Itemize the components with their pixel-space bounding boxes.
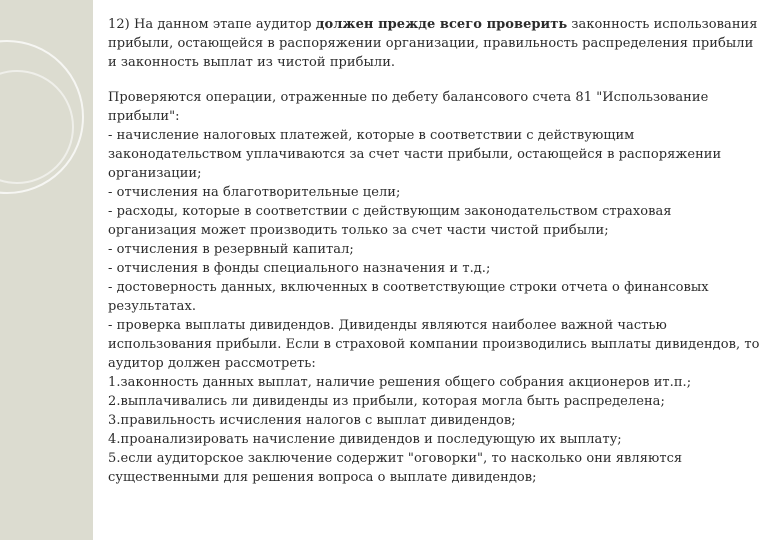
operations-paragraph [108,88,763,487]
intro-bold: должен прежде всего проверить [315,17,568,32]
decorative-side-band [0,0,93,540]
numbered-item: 3.правильность исчисления налогов с выплат дивидендов; [108,413,516,428]
numbered-item: 5.если аудиторское заключение содержит "оговорки", то насколько они являются существенными для решения вопроса о выплате дивидендов; [108,451,683,485]
intro-lead: 12) На данном этапе аудитор [108,17,316,32]
numbered-item: 1.законность данных выплат, наличие решения общего собрания акционеров ит.п.; [108,375,692,390]
list-item: - достоверность данных, включенных в соответствующие строки отчета о финансовых результатах. [108,280,709,314]
numbered-item: 4.проанализировать начисление дивидендов и последующую их выплату; [108,432,622,447]
list-item: - отчисления в резервный капитал; [108,242,354,257]
list-item: - отчисления в фонды специального назначения и т.д.; [108,261,491,276]
intro-paragraph [108,15,763,72]
list-item: - расходы, которые в соответствии с действующим законодательством страховая организация может производить только за счет части чистой прибыли; [108,204,672,238]
intro-rest: законность использования прибыли, остающейся в распоряжении организации, правильность распределения прибыли и законность выплат из чистой прибыли. [108,17,758,70]
numbered-item: 2.выплачивались ли дивиденды из прибыли, которая могла быть распределена; [108,394,665,409]
slide-text-body [108,15,763,487]
list-item: - начисление налоговых платежей, которые в соответствии с действующим законодательством уплачиваются за счет части прибыли, остающейся в распоряжении организации; [108,128,722,181]
list-item: - проверка выплаты дивидендов. Дивиденды являются наиболее важной частью использования прибыли. Если в страховой компании производились выплаты дивидендов, то аудитор должен рассмотреть: [108,318,760,371]
operations-heading: Проверяются операции, отраженные по дебету балансового счета 81 "Использование прибыли": [108,90,709,124]
list-item: - отчисления на благотворительные цели; [108,185,401,200]
